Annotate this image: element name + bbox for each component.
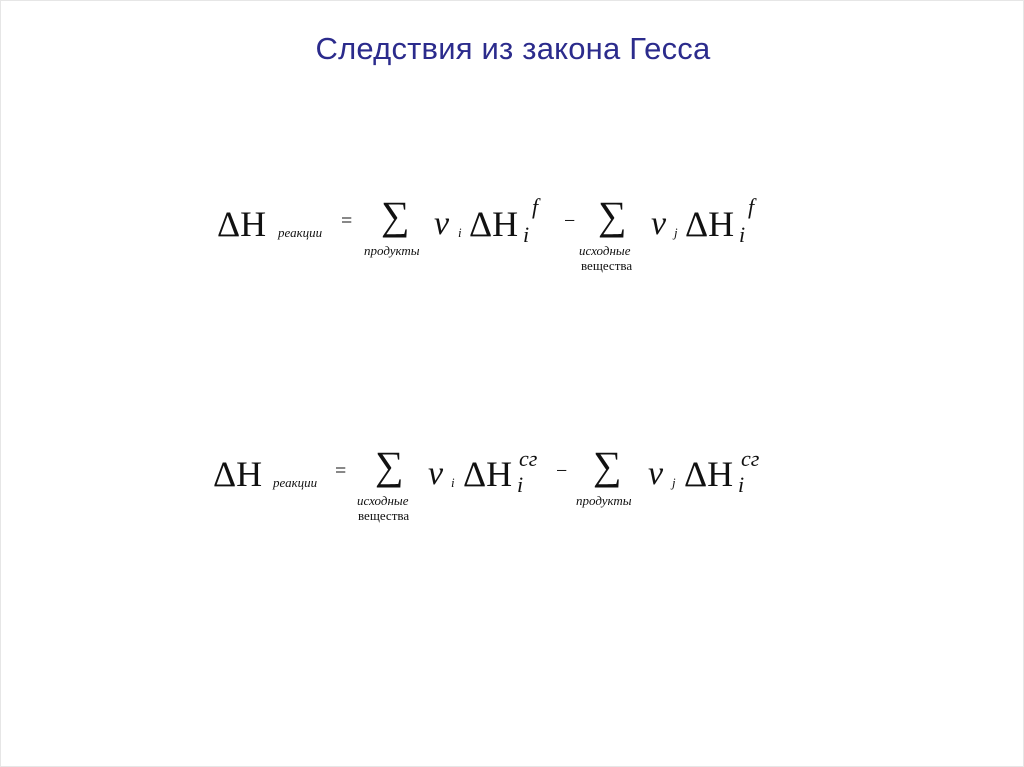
- nu-symbol: ν: [428, 455, 444, 492]
- index-i: i: [451, 475, 455, 490]
- reaction-subscript: реакции: [278, 225, 323, 240]
- delta-h-i-symbol: ΔH: [685, 204, 735, 244]
- minus-sign: −: [556, 460, 568, 482]
- delta-h-i-symbol: ΔH: [463, 454, 513, 494]
- nu-symbol: ν: [434, 205, 450, 242]
- sum-label-reactants-line1: исходные: [357, 493, 409, 508]
- nu-symbol: ν: [651, 205, 667, 242]
- minus-sign: −: [564, 210, 576, 232]
- equals-sign: =: [335, 460, 347, 482]
- index-j: j: [674, 225, 678, 240]
- sum-symbol-reactants: ∑: [598, 193, 627, 238]
- superscript-cg: сг: [519, 446, 538, 471]
- superscript-f: f: [748, 194, 755, 219]
- delta-h-symbol: ΔH: [213, 454, 263, 494]
- subscript-i: i: [517, 472, 524, 497]
- sum-label-products: продукты: [364, 243, 420, 258]
- delta-h-i-symbol: ΔH: [684, 454, 734, 494]
- delta-h-i-symbol: ΔH: [469, 204, 519, 244]
- sum-label-reactants-line2: вещества: [581, 258, 633, 273]
- sum-symbol-products: ∑: [593, 443, 622, 488]
- sum-label-reactants-line1: исходные: [579, 243, 631, 258]
- sum-symbol-reactants: ∑: [375, 443, 404, 488]
- sum-label-reactants-line2: вещества: [358, 508, 410, 523]
- nu-symbol: ν: [648, 455, 664, 492]
- subscript-i: i: [738, 472, 745, 497]
- superscript-f: f: [532, 194, 539, 219]
- reaction-subscript: реакции: [273, 475, 318, 490]
- sum-label-products: продукты: [576, 493, 632, 508]
- delta-h-symbol: ΔH: [217, 204, 267, 244]
- superscript-cg: сг: [741, 446, 760, 471]
- sum-symbol-products: ∑: [381, 193, 410, 238]
- index-i: i: [458, 225, 462, 240]
- slide-title: Следствия из закона Гесса: [315, 31, 711, 66]
- subscript-i: i: [739, 222, 746, 247]
- index-j: j: [672, 475, 676, 490]
- subscript-i: i: [523, 222, 530, 247]
- equals-sign: =: [341, 210, 353, 232]
